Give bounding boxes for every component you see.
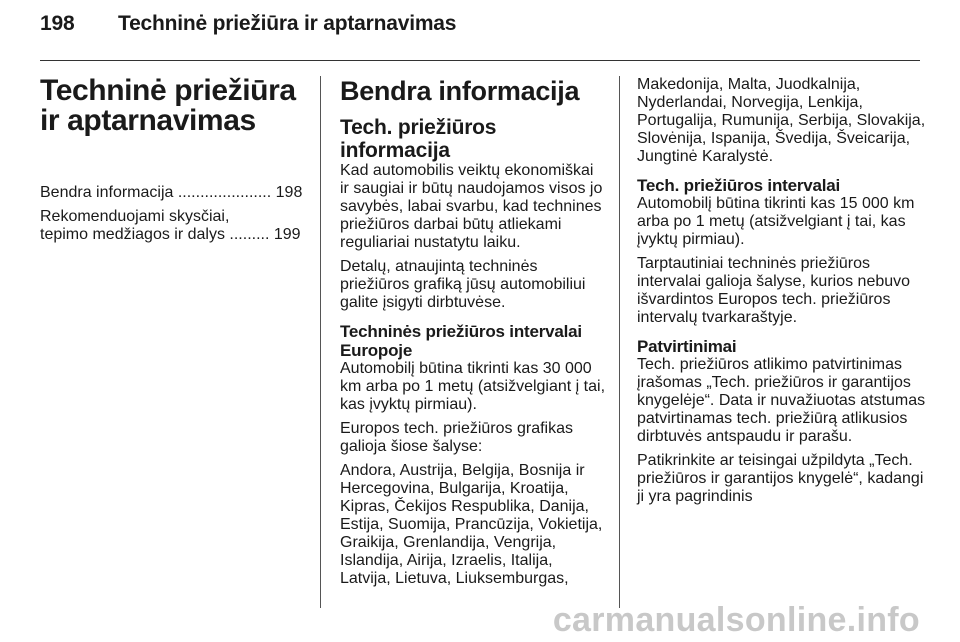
check-paragraph: Patikrinkite ar teisingai užpildyta „Tech. priežiūros ir garantijos knygelė“, kadangi ji yra pagrindinis bbox=[637, 452, 924, 505]
subsection-title-line: informacija bbox=[340, 139, 450, 162]
intl-intervals-heading: Tech. priežiūros intervalai bbox=[637, 176, 841, 195]
section-title: Bendra informacija bbox=[340, 76, 580, 106]
header-rule bbox=[40, 60, 920, 61]
chapter-column bbox=[40, 76, 302, 250]
intro-paragraph: Kad automobilis veiktų ekonomiškai ir saugiai ir būtų naudojamos visos jo savybės, labai svarbu, kad technines priežiūros darbai būtų atliekami reguliariai nustatytu laiku. bbox=[340, 162, 603, 251]
running-title: Techninė priežiūra ir aptarnavimas bbox=[118, 12, 457, 35]
toc-line: tepimo medžiagos ir dalys ......... 199 bbox=[40, 226, 301, 243]
intl-interval-paragraph: Automobilį būtina tikrinti kas 15 000 km arba po 1 metų (atsižvelgiant į tai, kas įvyktų pirmiau). bbox=[637, 195, 915, 248]
subsection-title-line: Tech. priežiūros bbox=[340, 116, 497, 139]
europe-schedule-paragraph: Europos tech. priežiūros grafikas galioja šiose šalyse: bbox=[340, 420, 573, 455]
toc-line: Rekomenduojami skysčiai, bbox=[40, 208, 230, 225]
europe-intervals-heading: Techninės priežiūros intervalai Europoje bbox=[340, 322, 582, 360]
chapter-title: Techninė priežiūra ir aptarnavimas bbox=[40, 74, 296, 137]
confirmations-paragraph: Tech. priežiūros atlikimo patvirtinimas įrašomas „Tech. priežiūros ir garantijos knygelėje“. Data ir nuvažiuotas atstumas patvirtinamas tech. priežiūrą atlikusios dirbtuvės antspaudu ir parašu. bbox=[637, 356, 926, 445]
column-divider bbox=[320, 76, 321, 608]
subsection-title bbox=[340, 116, 606, 162]
countries-paragraph: Andora, Austrija, Belgija, Bosnija ir Hercegovina, Bulgarija, Kroatija, Kipras, Čekijos Respublika, Danija, Estija, Suomija, Prancūzija, Vokietija, Graikija, Grenlandija, Vengrija, Islandija, Airija, Izraelis, Italija, Latvija, Lietuva, Liuksemburgas, bbox=[340, 462, 603, 587]
watermark: carmanualsonline.info bbox=[552, 601, 920, 639]
toc-entry-general[interactable] bbox=[40, 184, 302, 202]
europe-interval-paragraph: Automobilį būtina tikrinti kas 30 000 km arba po 1 metų (atsižvelgiant į tai, kas įvyktų pirmiau). bbox=[340, 360, 606, 413]
column-divider bbox=[619, 76, 620, 608]
confirmations-heading: Patvirtinimai bbox=[637, 337, 737, 356]
toc-entry-fluids[interactable] bbox=[40, 208, 302, 244]
continuation-column bbox=[637, 76, 927, 512]
details-paragraph: Detalų, atnaujintą techninės priežiūros grafiką jūsų automobiliui galite įsigyti dirbtuvėse. bbox=[340, 258, 586, 311]
countries-paragraph-continued: Makedonija, Malta, Juodkalnija, Nyderlandai, Norvegija, Lenkija, Portugalija, Rumunija, Serbija, Slovakija, Slovėnija, Ispanija, Švedija, Šveicarija, Jungtinė Karalystė. bbox=[637, 76, 926, 165]
page-header bbox=[40, 12, 456, 36]
page-number: 198 bbox=[40, 12, 75, 35]
intl-note-paragraph: Tarptautiniai techninės priežiūros intervalai galioja šalyse, kurios nebuvo išvardintos Europos tech. priežiūros intervalų tvarkaraštyje. bbox=[637, 255, 911, 326]
toc-line: Bendra informacija ..................... 198 bbox=[40, 184, 303, 201]
section-column bbox=[340, 76, 606, 594]
